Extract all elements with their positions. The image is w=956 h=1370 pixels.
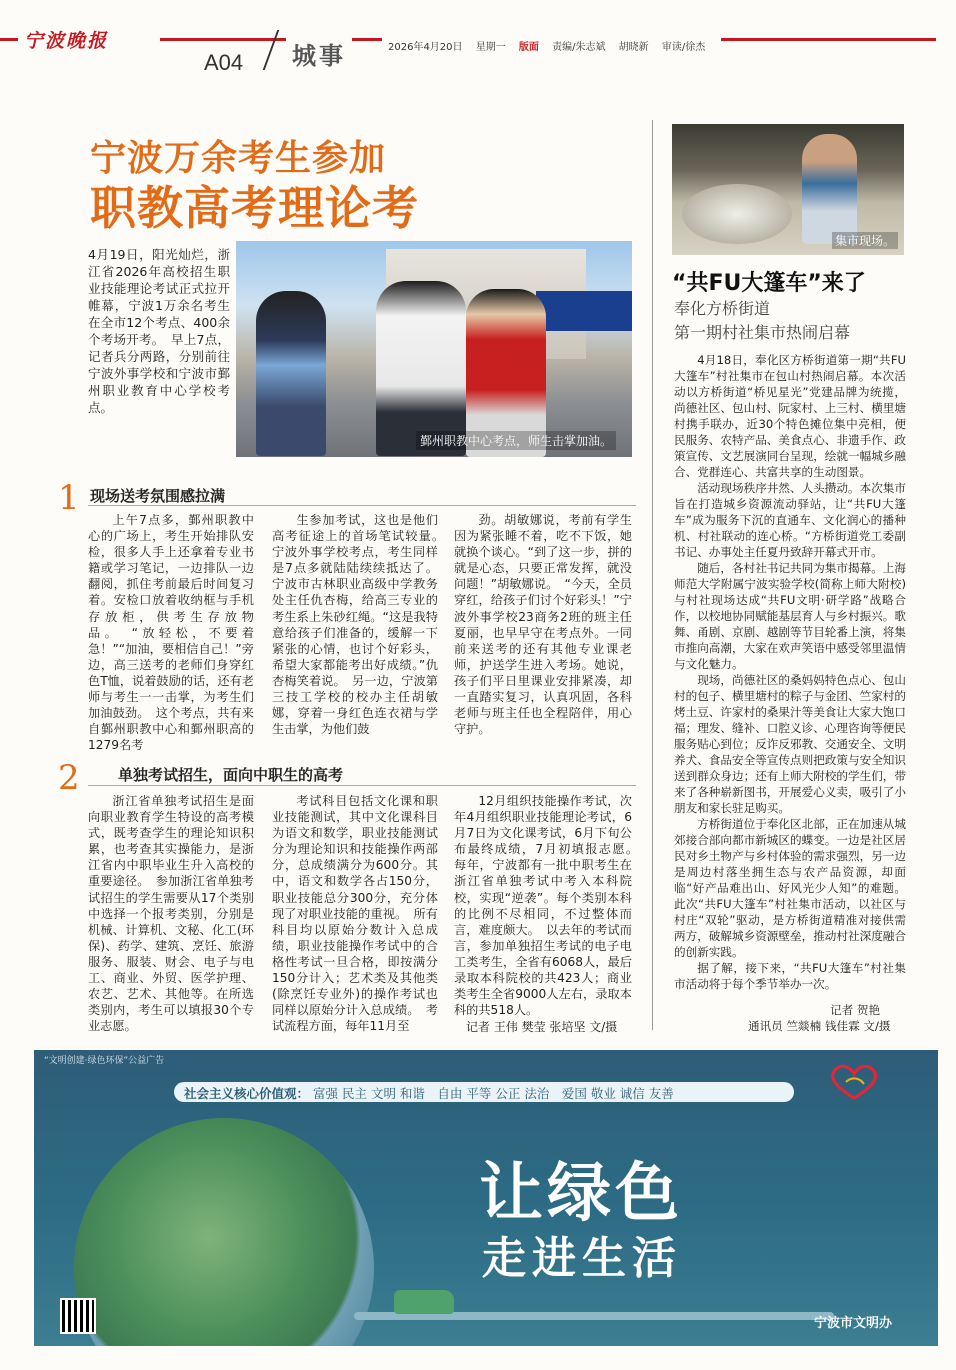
civilization-heart-logo — [824, 1060, 884, 1102]
masthead-info — [382, 38, 721, 53]
bus-icon — [394, 1290, 454, 1314]
newspaper-logo: 宁波晚报 — [18, 26, 160, 48]
section-1-col-b: 生参加考试，这也是他们高考征途上的首场笔试较量。 宁波外事学校考点，考生同样是7点多就陆陆续续抵达了。宁波市古林职业高级中学教务处主任仇杏梅，给高三专业的考生系上朱砂红绳。“这是我特意给孩子们准备的，缓解一下紧张的心情，也讨个好彩头，希望大家都能考出好成绩。”仇杏梅笑着说。 另一边，宁波第三技工学校的校办主任胡敏娜，穿着一身红色连衣裙与学生击掌，为他们鼓 — [272, 513, 451, 737]
core-values-label: 社会主义核心价值观： — [184, 1086, 310, 1101]
public-service-ad — [34, 1050, 938, 1346]
side-headline: “共FU大篷车”来了 — [672, 271, 866, 296]
section-1-col-a: 上午7点多，鄞州职教中心的广场上，考生开始排队安检，很多人手上还拿着专业书籍或学习笔记，一边排队一边翻阅，抓住考前最后时间复习着。安检口放着收纳框与手机存放柜，供考生存放物品。 “放轻松，不要着急！”“加油，要相信自己！”旁边，高三送考的老师们身穿红色T恤，说着鼓励的话，还有老师与考生一一击掌，为考生们加油鼓劲。 这个考点，共有来自鄞州职教中心和鄞州职高的1279名考 — [88, 513, 254, 753]
side-photo-caption: 集市现场。 — [832, 232, 898, 249]
side-reporter: 记者 贺艳 — [830, 1003, 881, 1017]
issue-date: 2026年4月20日 — [388, 42, 463, 53]
earth-globe-illustration — [74, 1118, 374, 1346]
blue-tent — [536, 291, 632, 331]
ad-slogan-2: 走进生活 — [482, 1233, 682, 1284]
masthead-divider — [263, 30, 280, 70]
side-subhead-1: 奉化方桥街道 — [674, 299, 771, 318]
core-values — [184, 1084, 674, 1102]
section-1-number: 1 — [58, 478, 80, 518]
side-correspondent: 通讯员 竺燚楠 钱佳霖 文/摄 — [748, 1019, 891, 1033]
section-2-col-b: 考试科目包括文化课和职业技能测试，其中文化课科目为语文和数学，职业技能测试分为理论知识和技能操作两部分，总成绩满分为600分。其中，语文和数学各占150分，职业技能总分300分，充分体现了对职业技能的重视。 所有科目均以原始分数计入总成绩，职业技能操作考试中的合格性考试一旦合格，即按满分150分计入；艺术类及其他类(除烹饪专业外)的操作考试也同样以原始分计入总成绩。 考试流程方面，每年11月至 — [272, 794, 438, 1034]
section-name: 城事 — [286, 36, 352, 71]
ad-sponsor: 宁波市文明办 — [814, 1316, 893, 1331]
issue-weekday: 星期一 — [475, 42, 506, 53]
side-paragraph: 据了解，接下来，“共FU大篷车”村社集市活动将于每个季节举办一次。 — [674, 961, 906, 991]
section-2-number: 2 — [58, 758, 80, 798]
market-photo — [672, 124, 904, 255]
section-1-rule — [88, 505, 636, 506]
vendor-figure — [802, 134, 857, 244]
steamer-pot — [682, 184, 792, 244]
editor-credit: 责编/朱志斌 — [552, 42, 606, 53]
section-2-col-c: 12月组织技能操作考试，次年4月组织职业技能理论考试，6月7日为文化课考试，6月下旬公布最终成绩，7月初填报志愿。 每年，宁波都有一批中职考生在浙江省单独考试中考入本科院校，实现“逆袭”。每个类别本科的比例不尽相同，不过整体而言，难度颇大。 以去年的考试而言，参加单独招生考试的电子电工类考生，全省有6068人，最后录取本科院校的共423人；商业类考生全省9000人左右，录取本科的共518人。 — [454, 794, 645, 1018]
designer-credit: 胡晓新 — [618, 42, 649, 53]
photo-caption: 鄞州职教中心考点，师生击掌加油。 — [416, 431, 616, 450]
ad-tag: “文明创建·绿色环保”公益广告 — [44, 1056, 165, 1066]
section-1-col-c: 劲。胡敏娜说，考前有学生因为紧张睡不着，吃不下饭，她就换个谈心。“到了这一步，拼的就是心态，只要正常发挥，就没问题！”胡敏娜说。 “今天，全员穿红，给孩子们讨个好彩头！”宁波外事学校23商务2班的班主任夏丽，也早早守在考点外。一同前来送考的还有其他专业课老师，护送学生进入考场。她说，孩子们平日里课业安排紧凑，却一直踏实复习，认真巩固，各科老师与班主任也全程陪伴，用心守护。 — [454, 513, 632, 737]
ad-slogan-1: 让绿色 — [479, 1157, 683, 1231]
article-byline: 记者 王伟 樊莹 张培坚 文/摄 — [466, 1020, 618, 1034]
side-subhead-2: 第一期村社集市热闹启幕 — [674, 323, 851, 342]
section-1-title: 现场送考氛围感拉满 — [90, 487, 226, 505]
student-figure — [376, 281, 466, 456]
proof-credit: 审读/徐杰 — [661, 42, 706, 53]
section-2-title: 单独考试招生，面向中职生的高考 — [118, 766, 344, 784]
headline-line-1: 宁波万余考生参加 — [90, 138, 387, 179]
side-paragraph: 4月18日，奉化区方桥街道第一期“共FU大篷车”村社集市在包山村热闹启幕。本次活动以方桥街道“桥见星光”党建品牌为统揽，尚德社区、包山村、阮家村、上三村、横里塘村携手联办，近30个特色摊位集中亮相，便民服务、农特产品、美食点心、非遗手作、政策宣传、文艺展演同台呈现，绘就一幅城乡融合、党群连心、共富共享的生动图景。 — [674, 353, 906, 479]
section-2-col-a: 浙江省单独考试招生是面向职业教育学生特设的高考模式，既考查学生的理论知识积累，也考查其实操能力，是浙江省内中职毕业生升入高校的重要途径。 参加浙江省单独考试招生的学生需要从17个类别中选择一个报考类别，分别是机械、计算机、文秘、化工(环保)、药学、建筑、烹饪、旅游服务、服装、财会、电子与电工、商业、外贸、医学护理、农艺、艺术、其他等。在所选类别内，考生可以填报30个专业志愿。 — [88, 794, 254, 1034]
layout-tag: 版面 — [518, 42, 539, 53]
column-divider — [652, 120, 653, 1030]
headline-line-2: 职教高考理论考 — [90, 181, 419, 235]
section-2-rule — [88, 785, 636, 786]
side-paragraph: 活动现场秩序井然、人头攒动。本次集市旨在打造城乡资源流动驿站，让“共FU大篷车”成为服务下沉的直通车、文化润心的播种机、村社联动的连心桥。“方桥街道党工委副书记、办事处主任夏丹致辞开幕式开市。 — [674, 481, 906, 559]
side-paragraph: 随后，各村社书记共同为集市揭幕。上海师范大学附属宁波实验学校(简称上师大附校)与村社现场达成“共FU文明·研学路”战略合作，以校地协同赋能基层育人与乡村振兴。歌舞、甬剧、京剧、越剧等节目轮番上演，将集市推向高潮，大家在欢声笑语中感受邻里温情与文化魅力。 — [674, 561, 906, 671]
core-values-text: 富强 民主 文明 和谐 自由 平等 公正 法治 爱国 敬业 诚信 友善 — [313, 1086, 674, 1101]
student-figure — [256, 291, 326, 456]
exam-site-photo — [236, 241, 632, 457]
qr-code-icon — [60, 1298, 96, 1334]
article-lead: 4月19日，阳光灿烂，浙江省2026年高校招生职业技能理论考试正式拉开帷幕，宁波1万余名考生在全市12个考点、400余个考场开考。 早上7点，记者兵分两路，分别前往宁波外事学校和宁波市鄞州职业教育中心学校考点。 — [88, 247, 230, 415]
page-number: A04 — [200, 50, 247, 76]
side-paragraph: 方桥街道位于奉化区北部，正在加速从城郊接合部向都市新城区的蝶变。一边是社区居民对乡土物产与乡村体验的需求强烈，另一边是周边村落坐拥生态与农产品资源，却面临“好产品难出山、好风光少人知”的难题。此次“共FU大篷车”村社集市活动，以社区与村庄“双轮”驱动，是方桥街道精准对接供需两方，破解城乡资源壁垒，推动村社深度融合的创新实践。 — [674, 817, 906, 959]
side-paragraph: 现场，尚德社区的桑妈妈特色点心、包山村的包子、横里塘村的粽子与金团、竺家村的烤土豆、许家村的桑果汁等美食让大家大饱口福；理发、缝补、口腔义诊、心理咨询等便民服务贴心到位；反诈反邪教、交通安全、文明养犬、食品安全等宣传点则把政策与安全知识送到群众身边；还有上师大附校的学生们，带来了各种崭新图书，开展爱心义卖，吸引了小朋友和家长驻足购买。 — [674, 673, 906, 815]
side-article-body — [674, 352, 906, 992]
